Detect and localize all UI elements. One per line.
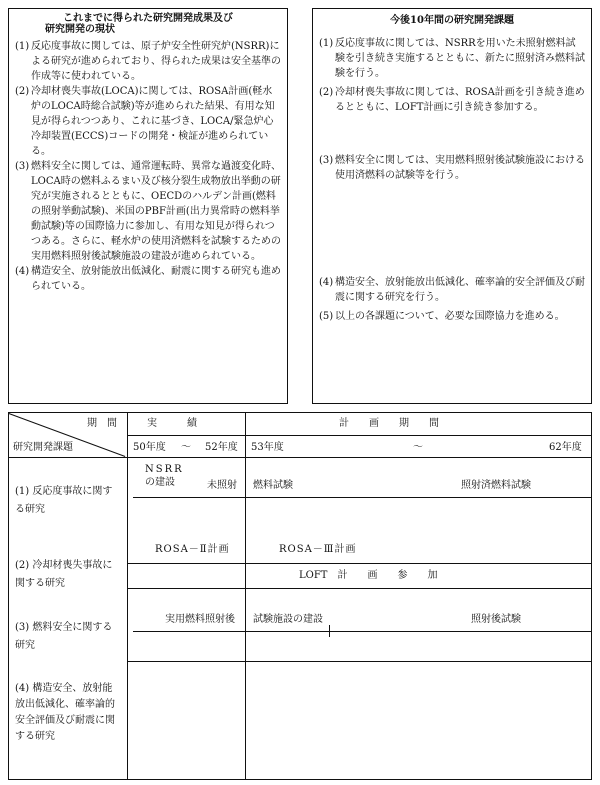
- nsrr-construction-label: の建設: [145, 477, 175, 488]
- current-status-box: [8, 8, 288, 404]
- plan-label: 計 画 期 間: [339, 418, 439, 429]
- future-tasks-box: [312, 8, 592, 404]
- future-tasks-item-1: (1) 反応度事故に関しては、NSRRを用いた未照射燃料試験を引き続き実施するとともに、新たに照射済み燃料試験を行う。: [319, 38, 585, 79]
- irradiated-fuel-test-label: 照射済燃料試験: [461, 480, 531, 491]
- rosa2-label: ROSA－Ⅱ計画: [155, 544, 230, 555]
- actual-range-end: 52年度: [205, 442, 238, 453]
- current-status-title-line2: 研究開発の現状: [45, 24, 115, 35]
- actual-label: 実 績: [147, 418, 197, 429]
- research-timeline-table: [8, 412, 592, 780]
- period-label: 期 間: [87, 418, 117, 429]
- future-tasks-item-5: (5) 以上の各課題について、必要な国際協力を進める。: [319, 311, 565, 322]
- header-divider-1: [127, 435, 591, 436]
- current-status-item-3: (3) 燃料安全に関しては、通常運転時、異常な過渡変化時、LOCA時の燃料ふるまい及び核分裂生成物放出挙動の研究が実施されるとともに、OECDのハルデン計画(燃料の照射挙動試験)、米国のPBF計画(出力異常時の燃料挙動試験)等の国際協力に参加し、有用な知見が得られつつある。さらに、軽水炉の使用済燃料を試験するための実用燃料照射後試験施設の建設が進められている。: [15, 161, 281, 262]
- row-divider-3: [127, 661, 591, 662]
- current-status-item-2: (2) 冷却材喪失事故(LOCA)に関しては、ROSA計画(軽水炉のLOCA時総合試験)等が進められた結果、有用な知見が得られつつあり、これに基づき、LOCA/緊急炉心冷却装置(ECCS)コードの開発・検証が進められている。: [15, 86, 275, 157]
- loft-label: LOFT 計 画 参 加: [299, 570, 438, 581]
- future-tasks-title: 今後10年間の研究開発課題: [390, 15, 514, 26]
- rosa3-label: ROSA－Ⅲ計画: [279, 544, 357, 555]
- fuel-facility-bar: [133, 631, 591, 632]
- future-tasks-item-3: (3) 燃料安全に関しては、実用燃料照射後試験施設における使用済燃料の試験等を行う。: [319, 155, 585, 181]
- row-label-reactivity: (1) 反応度事故に関する研究: [15, 486, 113, 515]
- current-status-item-4: (4) 構造安全、放射能放出低減化、耐震に関する研究も進められている。: [15, 266, 281, 292]
- topic-label: 研究開発課題: [13, 442, 73, 453]
- plan-range-end: 62年度: [549, 442, 582, 453]
- row-divider-2: [127, 588, 591, 589]
- fuel-test-label: 燃料試験: [253, 480, 293, 491]
- future-tasks-item-4: (4) 構造安全、放射能放出低減化、確率論的安全評価及び耐震に関する研究を行う。: [319, 277, 585, 303]
- current-status-item-1: (1) 反応度事故に関しては、原子炉安全性研究炉(NSRR)による研究が進められており、得られた成果は安全基準の作成等に使われている。: [15, 41, 281, 82]
- row-label-fuel: (3) 燃料安全に関する研究: [15, 622, 113, 651]
- current-status-title: [9, 9, 287, 35]
- nsrr-bar: [133, 497, 591, 498]
- actual-range-sep: 〜: [181, 442, 191, 453]
- future-tasks-item-2: (2) 冷却材喪失事故に関しては、ROSA計画を引き続き進めるとともに、LOFT計画に引き続き参加する。: [319, 87, 585, 113]
- nsrr-label: NSRR: [145, 464, 184, 475]
- header-divider-2: [9, 457, 591, 458]
- practical-fuel-label: 実用燃料照射後: [165, 614, 235, 625]
- plan-range-sep: 〜: [413, 442, 423, 453]
- col-divider-topics: [127, 413, 128, 779]
- post-irradiation-test-label: 照射後試験: [471, 614, 521, 625]
- col-divider-actual: [245, 413, 246, 779]
- facility-construction-label: 試験施設の建設: [253, 614, 323, 625]
- fuel-facility-milestone: [329, 625, 330, 637]
- current-status-title-line1: これまでに得られた研究開発成果及び: [63, 13, 233, 24]
- unirradiated-label: 未照射: [207, 480, 237, 491]
- plan-range-start: 53年度: [251, 442, 284, 453]
- row-label-structural: (4) 構造安全、放射能放出低減化、確率論的安全評価及び耐震に関する研究: [15, 683, 115, 742]
- row-label-loca: (2) 冷却材喪失事故に関する研究: [15, 560, 113, 589]
- actual-range-start: 50年度: [133, 442, 166, 453]
- row-divider-1: [127, 563, 591, 564]
